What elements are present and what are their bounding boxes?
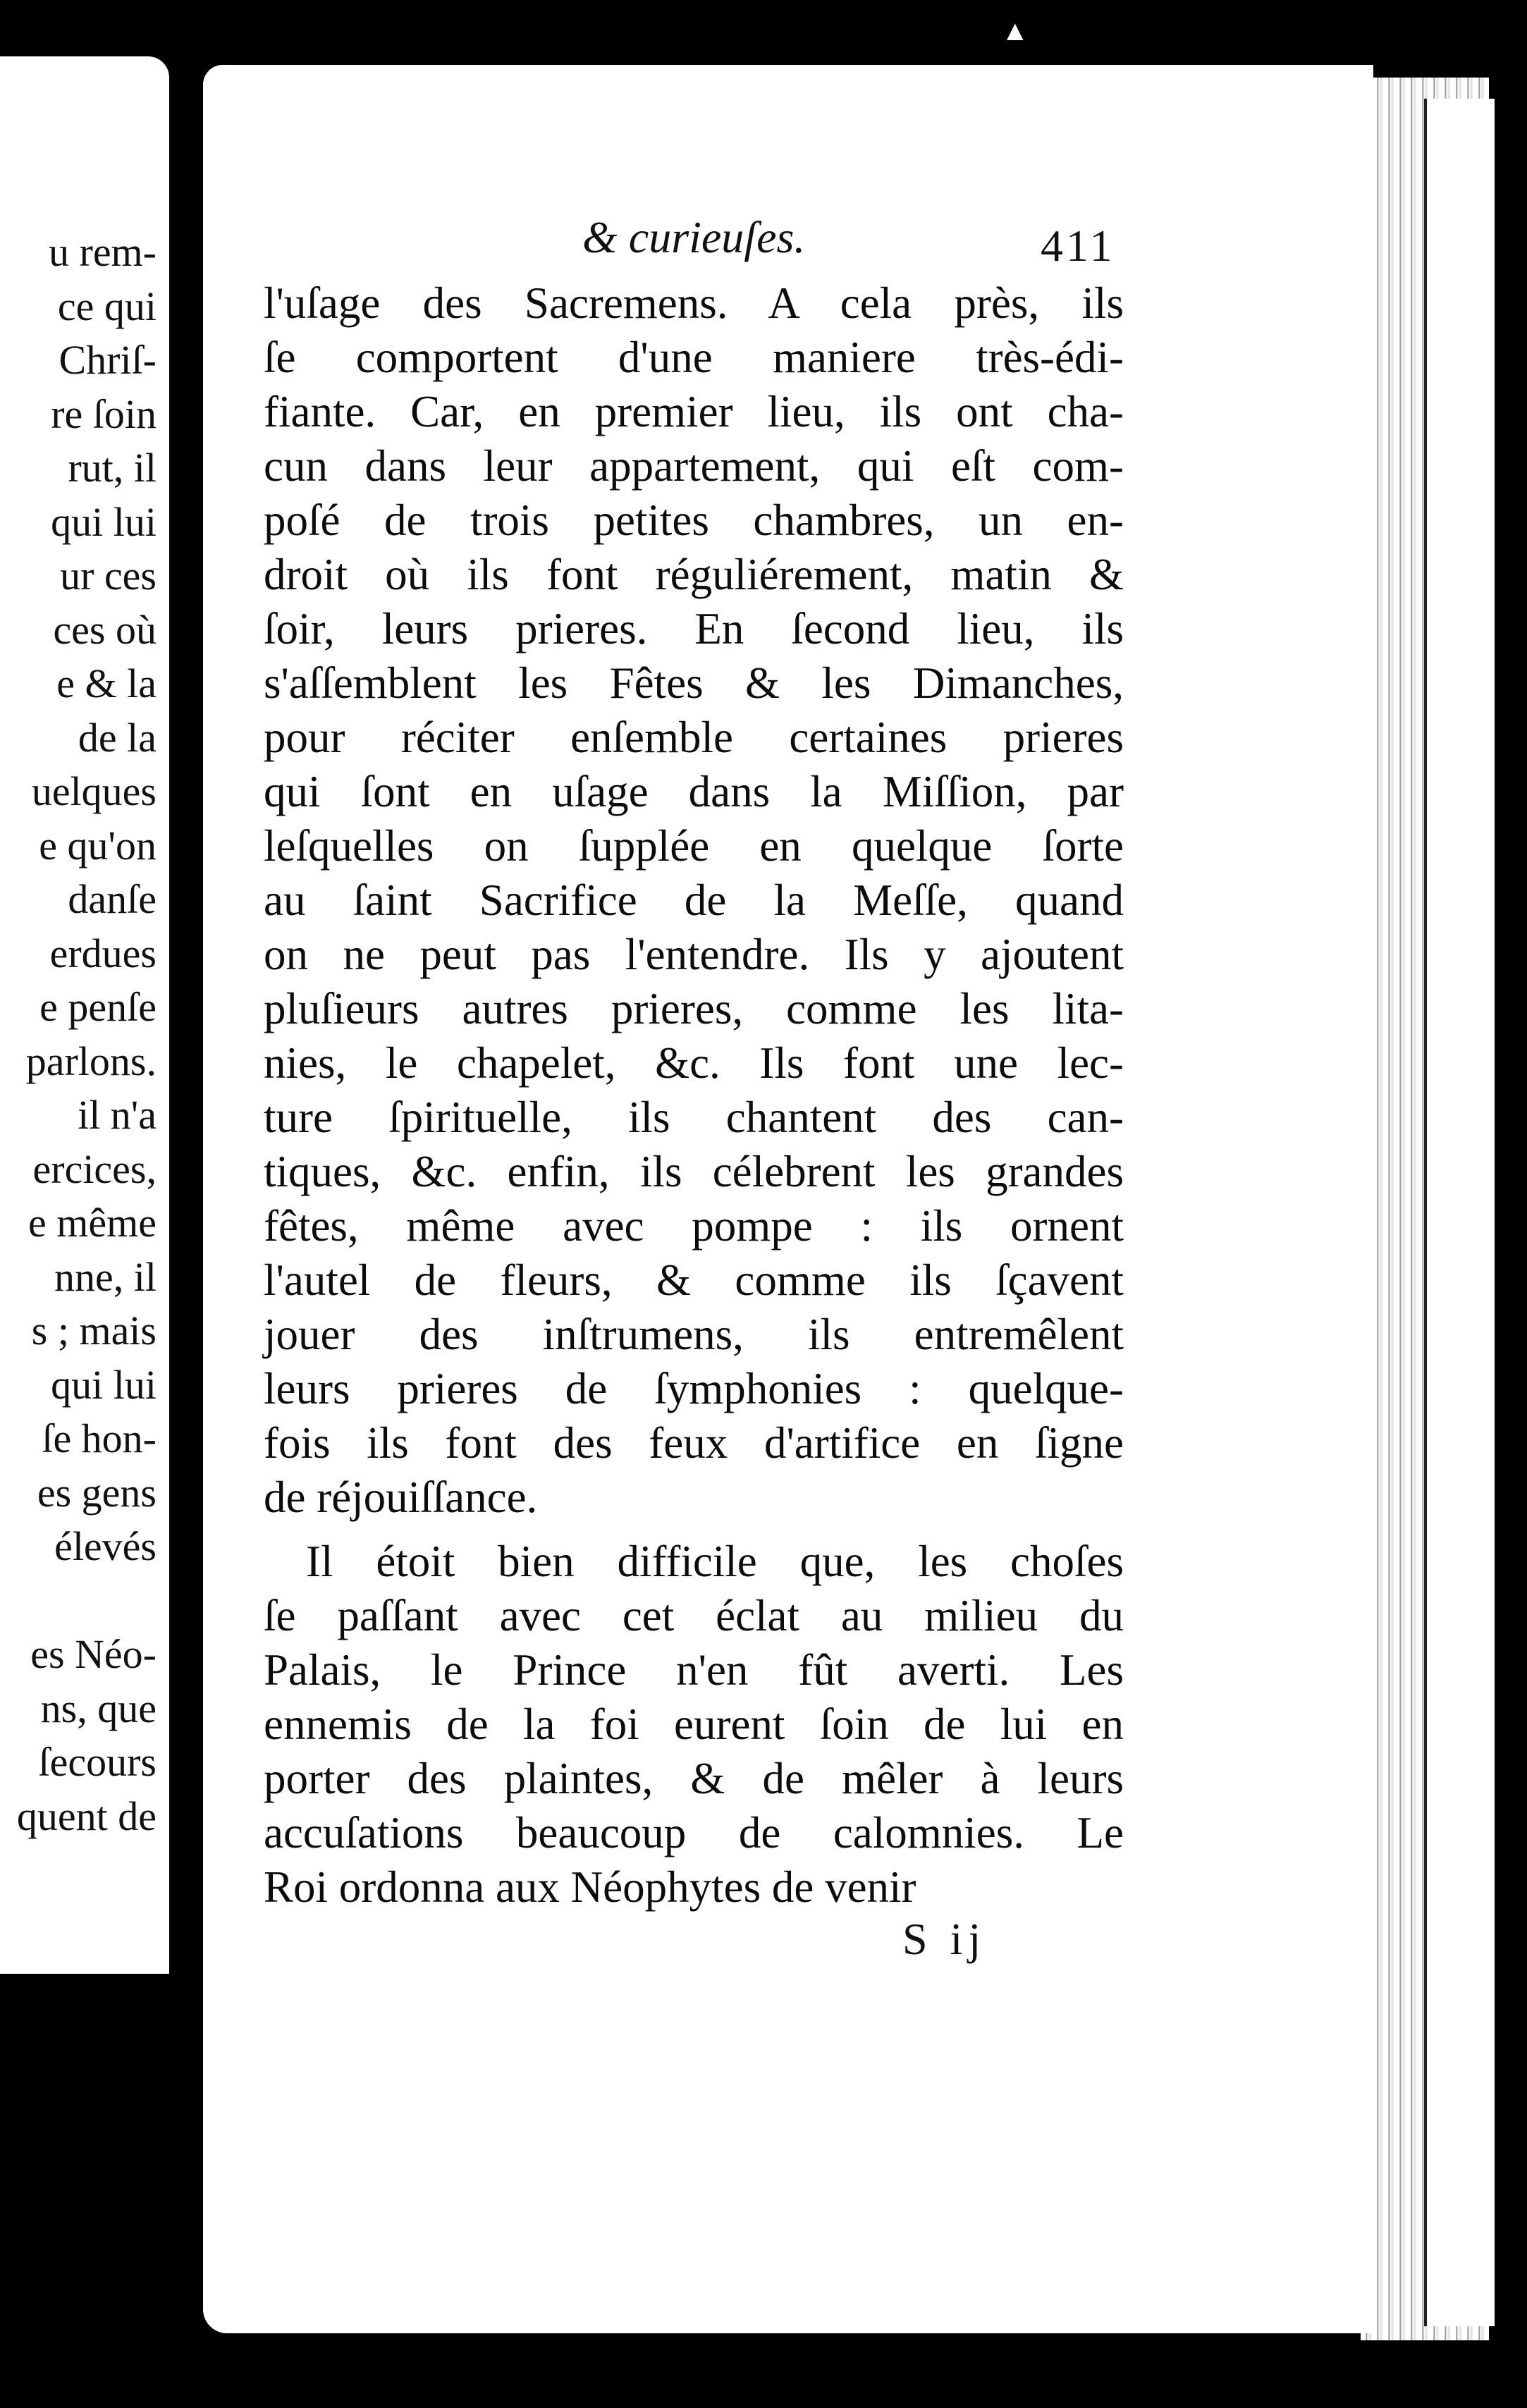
- text-line: ſoir, leurs prieres. En ſecond lieu, ils: [264, 604, 1124, 653]
- text-line: fois ils font des feux d'artifice en ſigne: [264, 1418, 1124, 1468]
- text-line: poſé de trois petites chambres, un en-: [264, 496, 1124, 545]
- text-line: Palais, le Prince n'en fût averti. Les: [264, 1645, 1124, 1695]
- body-text: [264, 276, 1124, 1915]
- text-line: ſe paſſant avec cet éclat au milieu du: [264, 1591, 1124, 1640]
- text-line: ſe comportent d'une maniere très-édi-: [264, 333, 1124, 382]
- left-page-line: ns, que: [40, 1685, 157, 1731]
- left-page-line: parlons.: [25, 1038, 157, 1084]
- text-line: accuſations beaucoup de calomnies. Le: [264, 1808, 1124, 1857]
- left-page-line: qui lui: [51, 498, 157, 545]
- left-page-line: ur ces: [60, 553, 157, 598]
- left-page-line: es gens: [37, 1469, 157, 1516]
- left-page-line: ſecours: [38, 1739, 157, 1785]
- left-page-line: s ; mais: [31, 1308, 157, 1353]
- left-page-line: es Néo-: [30, 1631, 157, 1677]
- left-page-line: e même: [28, 1200, 157, 1246]
- left-page-line: u rem-: [49, 229, 157, 275]
- text-line: ennemis de la foi eurent ſoin de lui en: [264, 1700, 1124, 1749]
- text-line: Roi ordonna aux Néophytes de venir: [264, 1862, 916, 1912]
- left-page-line: re ſoin: [51, 391, 157, 437]
- text-line: droit où ils font réguliérement, matin &: [264, 550, 1124, 599]
- left-page-line: ſe hon-: [42, 1415, 157, 1461]
- text-line: l'uſage des Sacremens. A cela près, ils: [264, 278, 1124, 328]
- left-page-line: élevés: [54, 1523, 157, 1569]
- text-line: pour réciter enſemble certaines prieres: [264, 713, 1124, 762]
- left-page-line: qui lui: [51, 1361, 157, 1408]
- left-page-line: e & la: [56, 661, 157, 706]
- text-line: leurs prieres de ſymphonies : quelque-: [264, 1364, 1124, 1413]
- text-line: on ne peut pas l'entendre. Ils y ajoutent: [264, 930, 1124, 979]
- signature-mark: S ij: [902, 1914, 987, 1964]
- text-line: jouer des inſtrumens, ils entremêlent: [264, 1310, 1124, 1359]
- text-line: porter des plaintes, & de mêler à leurs: [264, 1754, 1124, 1803]
- left-page-line: danſe: [68, 876, 157, 922]
- left-page-line: nne, il: [54, 1253, 157, 1300]
- left-page-line: de la: [78, 714, 157, 761]
- text-line: l'autel de fleurs, & comme ils ſçavent: [264, 1255, 1124, 1305]
- running-head: & curieuſes.: [582, 212, 806, 262]
- left-page-line: ces où: [53, 606, 157, 653]
- left-page-line: e penſe: [39, 984, 157, 1030]
- page-number: 411: [1041, 221, 1115, 271]
- text-line: fiante. Car, en premier lieu, ils ont cha-: [264, 387, 1124, 436]
- left-page-line: il n'a: [78, 1092, 157, 1138]
- scan-artifact-mark: ▲: [1001, 15, 1029, 47]
- text-line: nies, le chapelet, &c. Ils font une lec-: [264, 1038, 1124, 1088]
- text-line: cun dans leur appartement, qui eſt com-: [264, 441, 1124, 491]
- page-edge-block: [1424, 99, 1495, 2326]
- left-page-line: Chriſ-: [59, 337, 157, 383]
- text-line: leſquelles on ſupplée en quelque ſorte: [264, 821, 1124, 871]
- text-line: de réjouiſſance.: [264, 1473, 538, 1522]
- paragraph-gap: [264, 1525, 1124, 1535]
- text-line: au ſaint Sacrifice de la Meſſe, quand: [264, 876, 1124, 925]
- left-page-line: quent de: [16, 1793, 157, 1839]
- text-line: qui ſont en uſage dans la Miſſion, par: [264, 767, 1124, 816]
- left-page-line: uelques: [31, 768, 157, 814]
- book-gutter: [169, 63, 204, 2319]
- text-line: s'aſſemblent les Fêtes & les Dimanches,: [264, 658, 1124, 708]
- left-page-line: e qu'on: [39, 822, 157, 868]
- left-facing-page: [0, 56, 169, 1974]
- text-line: pluſieurs autres prieres, comme les lita-: [264, 984, 1124, 1033]
- text-line: tiques, &c. enfin, ils célebrent les grandes: [264, 1147, 1124, 1196]
- text-line: fêtes, même avec pompe : ils ornent: [264, 1201, 1124, 1251]
- left-page-line: ce qui: [57, 283, 157, 329]
- text-line: ture ſpirituelle, ils chantent des can-: [264, 1093, 1124, 1142]
- scan-artifact-speck: ✱: [1477, 1693, 1495, 1716]
- left-page-line: ercices,: [32, 1145, 157, 1192]
- left-page-line: rut, il: [68, 445, 157, 491]
- left-page-line: erdues: [49, 930, 157, 976]
- text-line: Il étoit bien difficile que, les choſes: [306, 1537, 1124, 1586]
